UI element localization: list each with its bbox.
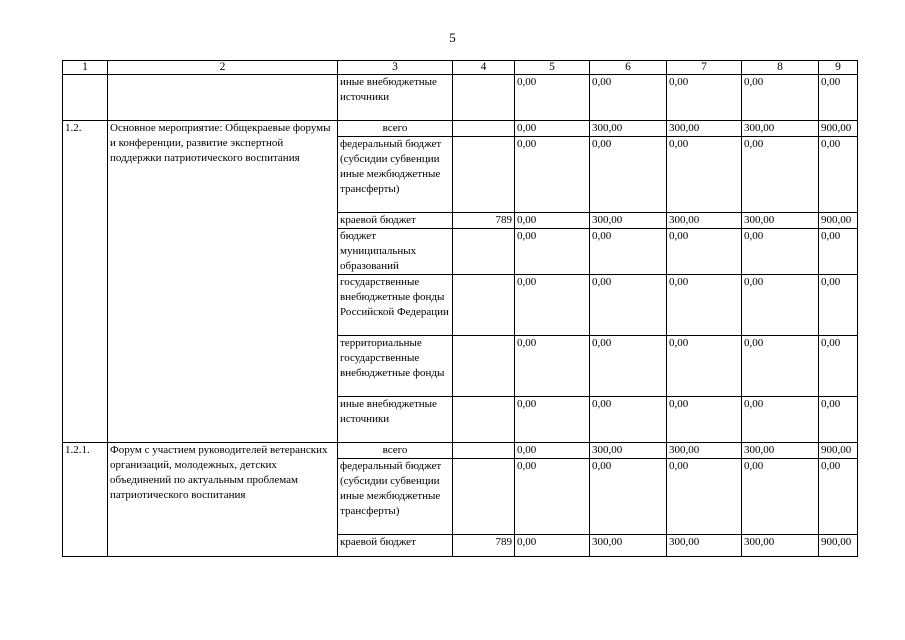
budget-table bbox=[62, 60, 858, 557]
value-cell: 300,00 bbox=[590, 121, 667, 137]
budget-code bbox=[453, 275, 515, 336]
column-header: 4 bbox=[453, 61, 515, 75]
value-cell: 300,00 bbox=[667, 443, 742, 459]
value-cell: 900,00 bbox=[819, 535, 858, 557]
column-header: 2 bbox=[108, 61, 338, 75]
value-cell: 900,00 bbox=[819, 121, 858, 137]
value-cell: 0,00 bbox=[590, 75, 667, 121]
value-cell: 0,00 bbox=[515, 397, 590, 443]
value-cell: 0,00 bbox=[819, 137, 858, 213]
value-cell: 0,00 bbox=[590, 336, 667, 397]
funding-source: федеральный бюджет (субсидии субвенции иные межбюджетные трансферты) bbox=[338, 137, 453, 213]
budget-code bbox=[453, 137, 515, 213]
value-cell: 0,00 bbox=[590, 229, 667, 275]
value-cell: 300,00 bbox=[667, 121, 742, 137]
value-cell: 900,00 bbox=[819, 443, 858, 459]
budget-code bbox=[453, 121, 515, 137]
value-cell: 0,00 bbox=[515, 336, 590, 397]
column-header: 5 bbox=[515, 61, 590, 75]
value-cell: 0,00 bbox=[819, 459, 858, 535]
item-title bbox=[108, 75, 338, 121]
value-cell: 0,00 bbox=[515, 443, 590, 459]
budget-code bbox=[453, 229, 515, 275]
value-cell: 0,00 bbox=[819, 397, 858, 443]
budget-code bbox=[453, 459, 515, 535]
column-header: 9 bbox=[819, 61, 858, 75]
funding-source: территориальные государственные внебюджетные фонды bbox=[338, 336, 453, 397]
value-cell: 300,00 bbox=[742, 535, 819, 557]
value-cell: 0,00 bbox=[667, 459, 742, 535]
value-cell: 0,00 bbox=[515, 459, 590, 535]
page-number: 5 bbox=[449, 30, 456, 45]
value-cell: 0,00 bbox=[667, 275, 742, 336]
value-cell: 0,00 bbox=[742, 459, 819, 535]
budget-code bbox=[453, 336, 515, 397]
value-cell: 0,00 bbox=[515, 75, 590, 121]
value-cell: 0,00 bbox=[667, 137, 742, 213]
budget-code: 789 bbox=[453, 213, 515, 229]
item-number: 1.2. bbox=[63, 121, 108, 443]
item-number: 1.2.1. bbox=[63, 443, 108, 557]
value-cell: 0,00 bbox=[515, 121, 590, 137]
value-cell: 0,00 bbox=[515, 275, 590, 336]
funding-source: всего bbox=[338, 121, 453, 137]
budget-code bbox=[453, 397, 515, 443]
value-cell: 0,00 bbox=[515, 535, 590, 557]
value-cell: 300,00 bbox=[667, 535, 742, 557]
value-cell: 300,00 bbox=[590, 535, 667, 557]
value-cell: 300,00 bbox=[742, 213, 819, 229]
value-cell: 300,00 bbox=[742, 121, 819, 137]
budget-code bbox=[453, 75, 515, 121]
funding-source: федеральный бюджет (субсидии субвенции иные межбюджетные трансферты) bbox=[338, 459, 453, 535]
column-header: 7 bbox=[667, 61, 742, 75]
column-number-row bbox=[63, 61, 858, 75]
value-cell: 0,00 bbox=[742, 229, 819, 275]
value-cell: 0,00 bbox=[590, 137, 667, 213]
value-cell: 0,00 bbox=[590, 459, 667, 535]
value-cell: 0,00 bbox=[819, 275, 858, 336]
value-cell: 300,00 bbox=[590, 213, 667, 229]
table-row bbox=[63, 121, 858, 137]
funding-source: краевой бюджет bbox=[338, 213, 453, 229]
value-cell: 300,00 bbox=[742, 443, 819, 459]
funding-source: государственные внебюджетные фонды Российской Федерации bbox=[338, 275, 453, 336]
item-title: Основное мероприятие: Общекраевые форумы и конференции, развитие экспертной поддержки патриотического воспитания bbox=[108, 121, 338, 443]
table-row bbox=[63, 443, 858, 459]
budget-code bbox=[453, 443, 515, 459]
value-cell: 0,00 bbox=[742, 336, 819, 397]
funding-source: краевой бюджет bbox=[338, 535, 453, 557]
value-cell: 0,00 bbox=[515, 137, 590, 213]
value-cell: 0,00 bbox=[590, 275, 667, 336]
funding-source: всего bbox=[338, 443, 453, 459]
column-header: 6 bbox=[590, 61, 667, 75]
value-cell: 900,00 bbox=[819, 213, 858, 229]
column-header: 8 bbox=[742, 61, 819, 75]
value-cell: 0,00 bbox=[590, 397, 667, 443]
budget-code: 789 bbox=[453, 535, 515, 557]
value-cell: 0,00 bbox=[742, 75, 819, 121]
value-cell: 0,00 bbox=[667, 75, 742, 121]
column-header: 3 bbox=[338, 61, 453, 75]
value-cell: 0,00 bbox=[819, 229, 858, 275]
funding-source: бюджет муниципальных образований bbox=[338, 229, 453, 275]
value-cell: 0,00 bbox=[742, 397, 819, 443]
value-cell: 0,00 bbox=[742, 137, 819, 213]
funding-source: иные внебюджетные источники bbox=[338, 75, 453, 121]
item-number bbox=[63, 75, 108, 121]
value-cell: 0,00 bbox=[515, 213, 590, 229]
value-cell: 0,00 bbox=[742, 275, 819, 336]
value-cell: 0,00 bbox=[819, 336, 858, 397]
value-cell: 0,00 bbox=[515, 229, 590, 275]
value-cell: 0,00 bbox=[667, 229, 742, 275]
item-title: Форум с участием руководителей ветеранских организаций, молодежных, детских объединений по актуальным проблемам патриотического воспитания bbox=[108, 443, 338, 557]
funding-source: иные внебюджетные источники bbox=[338, 397, 453, 443]
value-cell: 0,00 bbox=[667, 397, 742, 443]
column-header: 1 bbox=[63, 61, 108, 75]
value-cell: 0,00 bbox=[819, 75, 858, 121]
value-cell: 300,00 bbox=[667, 213, 742, 229]
value-cell: 0,00 bbox=[667, 336, 742, 397]
table-row bbox=[63, 75, 858, 121]
value-cell: 300,00 bbox=[590, 443, 667, 459]
